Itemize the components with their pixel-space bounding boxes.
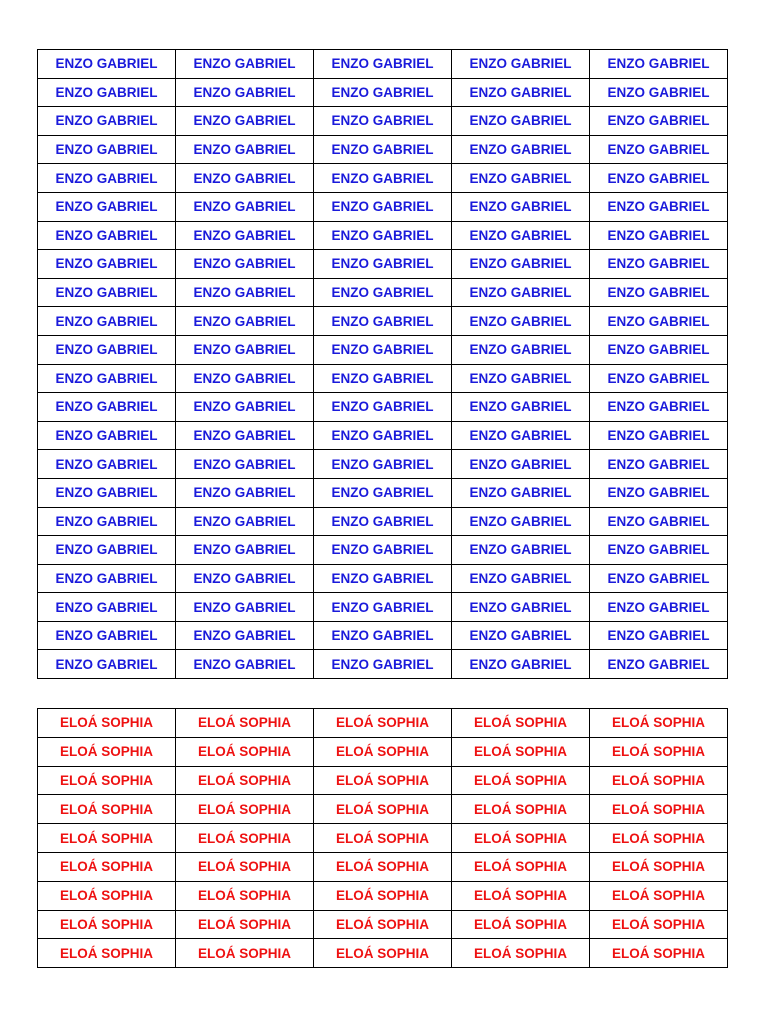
name-label: ENZO GABRIEL [176,421,314,450]
name-label: ENZO GABRIEL [176,107,314,136]
label-row [38,335,728,364]
name-label: ENZO GABRIEL [590,450,728,479]
name-label: ENZO GABRIEL [176,478,314,507]
label-row [38,564,728,593]
name-label: ENZO GABRIEL [38,221,176,250]
label-row [38,364,728,393]
name-label: ELOÁ SOPHIA [314,795,452,824]
name-label: ENZO GABRIEL [314,192,452,221]
name-label: ENZO GABRIEL [590,78,728,107]
label-row [38,536,728,565]
name-label: ELOÁ SOPHIA [452,737,590,766]
name-label: ELOÁ SOPHIA [176,881,314,910]
label-row [38,307,728,336]
name-label: ELOÁ SOPHIA [176,910,314,939]
name-label: ENZO GABRIEL [176,278,314,307]
name-label: ENZO GABRIEL [314,164,452,193]
name-label: ELOÁ SOPHIA [38,709,176,738]
name-label: ENZO GABRIEL [452,564,590,593]
name-label: ENZO GABRIEL [314,621,452,650]
label-row [38,709,728,738]
name-label: ENZO GABRIEL [38,278,176,307]
label-row [38,50,728,79]
name-label: ENZO GABRIEL [590,250,728,279]
name-label: ELOÁ SOPHIA [590,939,728,968]
label-row [38,766,728,795]
name-label: ENZO GABRIEL [314,250,452,279]
name-label: ELOÁ SOPHIA [314,939,452,968]
name-label: ENZO GABRIEL [590,393,728,422]
label-row [38,250,728,279]
name-label: ENZO GABRIEL [38,335,176,364]
name-label: ELOÁ SOPHIA [452,766,590,795]
name-label: ENZO GABRIEL [38,393,176,422]
name-label: ENZO GABRIEL [38,593,176,622]
name-label: ENZO GABRIEL [176,135,314,164]
name-label: ENZO GABRIEL [590,278,728,307]
name-label: ENZO GABRIEL [590,335,728,364]
name-label: ENZO GABRIEL [590,164,728,193]
name-label: ENZO GABRIEL [314,221,452,250]
label-row [38,421,728,450]
name-label: ELOÁ SOPHIA [38,824,176,853]
name-label: ENZO GABRIEL [590,192,728,221]
name-label: ENZO GABRIEL [452,421,590,450]
name-label: ENZO GABRIEL [452,621,590,650]
label-grid-enzo-gabriel [37,49,728,679]
name-label: ELOÁ SOPHIA [590,881,728,910]
name-label: ENZO GABRIEL [38,507,176,536]
name-label: ELOÁ SOPHIA [38,737,176,766]
label-row [38,824,728,853]
name-label: ENZO GABRIEL [38,478,176,507]
label-row [38,192,728,221]
name-label: ENZO GABRIEL [452,450,590,479]
name-label: ENZO GABRIEL [452,50,590,79]
name-label: ENZO GABRIEL [176,621,314,650]
label-row [38,737,728,766]
name-label: ENZO GABRIEL [590,507,728,536]
name-label: ENZO GABRIEL [38,78,176,107]
name-label: ENZO GABRIEL [38,364,176,393]
name-label: ENZO GABRIEL [38,107,176,136]
label-grid-body [38,709,728,968]
name-label: ENZO GABRIEL [314,135,452,164]
name-label: ENZO GABRIEL [176,564,314,593]
label-row [38,393,728,422]
name-label: ENZO GABRIEL [176,164,314,193]
name-label: ENZO GABRIEL [590,135,728,164]
name-label: ENZO GABRIEL [452,278,590,307]
name-label: ENZO GABRIEL [452,78,590,107]
name-label: ENZO GABRIEL [452,164,590,193]
name-label: ENZO GABRIEL [38,536,176,565]
name-label: ELOÁ SOPHIA [176,824,314,853]
name-label: ENZO GABRIEL [590,621,728,650]
name-label: ELOÁ SOPHIA [176,852,314,881]
name-label: ENZO GABRIEL [590,593,728,622]
name-label: ENZO GABRIEL [38,250,176,279]
name-label: ELOÁ SOPHIA [452,939,590,968]
name-label: ENZO GABRIEL [176,221,314,250]
name-label: ELOÁ SOPHIA [452,709,590,738]
name-label: ENZO GABRIEL [314,50,452,79]
name-label: ELOÁ SOPHIA [38,766,176,795]
label-row [38,164,728,193]
name-label: ENZO GABRIEL [590,307,728,336]
name-label: ENZO GABRIEL [176,335,314,364]
label-row [38,910,728,939]
name-label: ENZO GABRIEL [452,107,590,136]
name-label: ENZO GABRIEL [590,107,728,136]
name-label: ENZO GABRIEL [314,335,452,364]
name-label: ELOÁ SOPHIA [452,795,590,824]
name-label: ENZO GABRIEL [176,78,314,107]
label-row [38,278,728,307]
name-label: ELOÁ SOPHIA [590,824,728,853]
name-label: ENZO GABRIEL [314,364,452,393]
name-label: ENZO GABRIEL [314,107,452,136]
name-label: ELOÁ SOPHIA [38,939,176,968]
name-label: ENZO GABRIEL [38,564,176,593]
label-row [38,78,728,107]
name-label: ENZO GABRIEL [452,650,590,679]
name-label: ELOÁ SOPHIA [590,852,728,881]
name-label: ELOÁ SOPHIA [314,881,452,910]
name-label: ELOÁ SOPHIA [38,852,176,881]
name-label: ENZO GABRIEL [38,164,176,193]
name-label: ELOÁ SOPHIA [452,881,590,910]
name-label: ENZO GABRIEL [452,364,590,393]
name-label: ENZO GABRIEL [590,650,728,679]
label-row [38,221,728,250]
name-label: ELOÁ SOPHIA [452,910,590,939]
name-label: ELOÁ SOPHIA [314,709,452,738]
label-row [38,852,728,881]
name-label: ELOÁ SOPHIA [38,881,176,910]
name-label: ENZO GABRIEL [590,564,728,593]
name-label: ENZO GABRIEL [176,364,314,393]
name-label: ELOÁ SOPHIA [590,910,728,939]
name-label: ENZO GABRIEL [590,421,728,450]
name-label: ENZO GABRIEL [176,507,314,536]
name-label: ELOÁ SOPHIA [314,737,452,766]
name-label: ENZO GABRIEL [590,50,728,79]
name-label: ENZO GABRIEL [452,192,590,221]
name-label: ELOÁ SOPHIA [590,766,728,795]
label-row [38,478,728,507]
name-label: ENZO GABRIEL [314,478,452,507]
name-label: ENZO GABRIEL [38,621,176,650]
name-label: ENZO GABRIEL [452,536,590,565]
name-label: ENZO GABRIEL [38,192,176,221]
name-label: ENZO GABRIEL [176,450,314,479]
name-label: ELOÁ SOPHIA [314,910,452,939]
name-label: ENZO GABRIEL [314,593,452,622]
name-label: ENZO GABRIEL [176,307,314,336]
name-label: ENZO GABRIEL [452,393,590,422]
name-label: ENZO GABRIEL [176,192,314,221]
name-label: ELOÁ SOPHIA [314,766,452,795]
name-label: ELOÁ SOPHIA [590,795,728,824]
name-label: ENZO GABRIEL [38,50,176,79]
name-label: ELOÁ SOPHIA [176,795,314,824]
name-label: ENZO GABRIEL [590,221,728,250]
label-row [38,621,728,650]
name-label: ENZO GABRIEL [314,307,452,336]
name-label: ENZO GABRIEL [314,78,452,107]
name-label: ENZO GABRIEL [176,536,314,565]
label-row [38,939,728,968]
name-label: ENZO GABRIEL [314,564,452,593]
name-label: ENZO GABRIEL [452,221,590,250]
name-label: ENZO GABRIEL [452,593,590,622]
label-row [38,795,728,824]
name-label: ELOÁ SOPHIA [590,737,728,766]
name-label: ENZO GABRIEL [314,507,452,536]
name-label: ELOÁ SOPHIA [452,852,590,881]
label-row [38,593,728,622]
name-label: ENZO GABRIEL [176,593,314,622]
name-label: ELOÁ SOPHIA [314,824,452,853]
name-label: ELOÁ SOPHIA [176,939,314,968]
name-label: ENZO GABRIEL [314,278,452,307]
name-label: ENZO GABRIEL [38,650,176,679]
label-row [38,650,728,679]
name-label: ELOÁ SOPHIA [176,766,314,795]
name-label: ENZO GABRIEL [590,364,728,393]
name-label: ENZO GABRIEL [176,393,314,422]
name-label: ENZO GABRIEL [176,650,314,679]
name-label: ENZO GABRIEL [314,650,452,679]
name-label: ELOÁ SOPHIA [314,852,452,881]
name-label: ENZO GABRIEL [452,335,590,364]
name-label: ENZO GABRIEL [590,478,728,507]
name-label: ENZO GABRIEL [452,507,590,536]
label-row [38,507,728,536]
name-label: ELOÁ SOPHIA [38,795,176,824]
name-label: ENZO GABRIEL [176,50,314,79]
name-label: ENZO GABRIEL [452,307,590,336]
name-label: ENZO GABRIEL [38,450,176,479]
label-row [38,881,728,910]
name-label: ENZO GABRIEL [452,478,590,507]
name-label: ELOÁ SOPHIA [176,709,314,738]
name-label: ENZO GABRIEL [314,536,452,565]
name-label: ELOÁ SOPHIA [176,737,314,766]
label-row [38,450,728,479]
name-label: ENZO GABRIEL [314,421,452,450]
name-label: ELOÁ SOPHIA [38,910,176,939]
name-label: ENZO GABRIEL [314,393,452,422]
label-row [38,135,728,164]
name-label: ENZO GABRIEL [38,307,176,336]
name-label: ENZO GABRIEL [176,250,314,279]
name-label: ELOÁ SOPHIA [590,709,728,738]
name-label: ENZO GABRIEL [452,250,590,279]
name-label: ENZO GABRIEL [590,536,728,565]
name-label: ELOÁ SOPHIA [452,824,590,853]
name-label: ENZO GABRIEL [38,421,176,450]
name-label: ENZO GABRIEL [38,135,176,164]
label-grid-eloa-sophia [37,708,728,968]
name-label: ENZO GABRIEL [314,450,452,479]
label-row [38,107,728,136]
label-grid-body [38,50,728,679]
name-label: ENZO GABRIEL [452,135,590,164]
